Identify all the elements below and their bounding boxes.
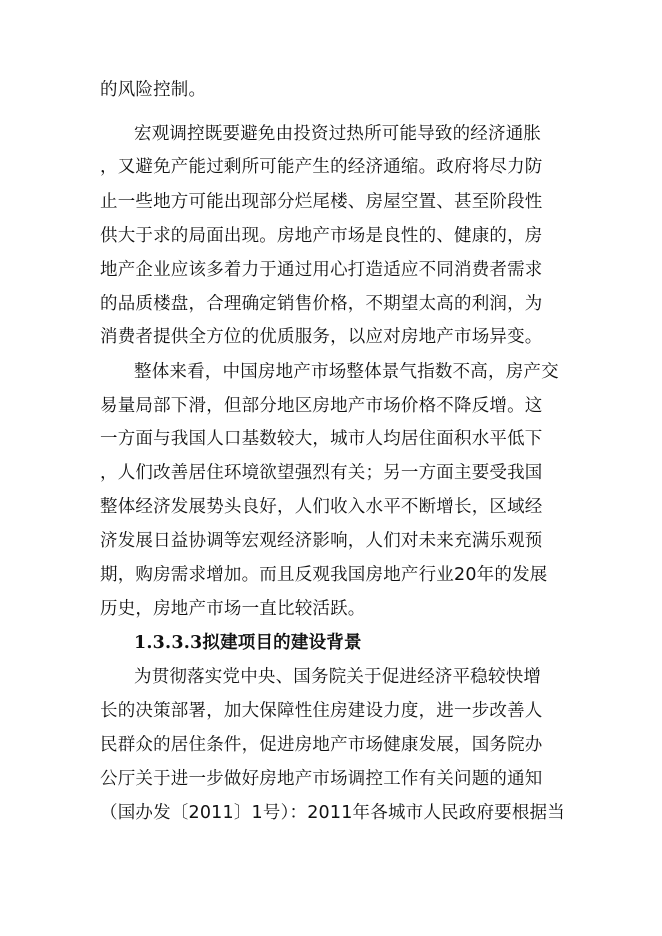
text-line: 的风险控制。 — [100, 80, 207, 100]
text-line: 期，购房需求增加。而且反观我国房地产行业20年的发展 — [100, 565, 548, 585]
text-line: 的品质楼盘，合理确定销售价格，不期望太高的利润，为 — [100, 294, 543, 314]
text-line: 供大于求的局面出现。房地产市场是良性的、健康的，房 — [100, 226, 543, 246]
text-line: 宏观调控既要避免由投资过热所可能导致的经济通胀 — [134, 124, 542, 144]
text-line: ，人们改善居住环境欲望强烈有关；另一方面主要受我国 — [100, 463, 543, 483]
text-line: 济发展日益协调等宏观经济影响，人们对未来充满乐观预 — [100, 531, 543, 551]
text-line: （国办发〔2011〕1号）：2011年各城市人民政府要根据当 — [100, 803, 565, 823]
text-line: ，又避免产能过剩所可能产生的经济通缩。政府将尽力防 — [100, 157, 543, 177]
section-heading: 1.3.3.3拟建项目的建设背景 — [134, 633, 362, 653]
text-line: 消费者提供全方位的优质服务，以应对房地产市场异变。 — [100, 327, 543, 347]
text-line: 为贯彻落实党中央、国务院关于促进经济平稳较快增 — [134, 667, 542, 687]
text-line: 历史，房地产市场一直比较活跃。 — [100, 599, 366, 619]
text-line: 止一些地方可能出现部分烂尾楼、房屋空置、甚至阶段性 — [100, 192, 543, 212]
text-line: 地产企业应该多着力于通过用心打造适应不同消费者需求 — [100, 260, 543, 280]
text-line: 长的决策部署，加大保障性住房建设力度，进一步改善人 — [100, 701, 543, 721]
text-line: 整体来看，中国房地产市场整体景气指数不高，房产交 — [134, 362, 559, 382]
text-line: 公厅关于进一步做好房地产市场调控工作有关问题的通知 — [100, 769, 543, 789]
text-line: 易量局部下滑，但部分地区房地产市场价格不降反增。这 — [100, 396, 543, 416]
text-line: 一方面与我国人口基数较大，城市人均居住面积水平低下 — [100, 429, 543, 449]
text-line: 民群众的居住条件，促进房地产市场健康发展，国务院办 — [100, 735, 543, 755]
text-line: 整体经济发展势头良好，人们收入水平不断增长，区域经 — [100, 497, 543, 517]
